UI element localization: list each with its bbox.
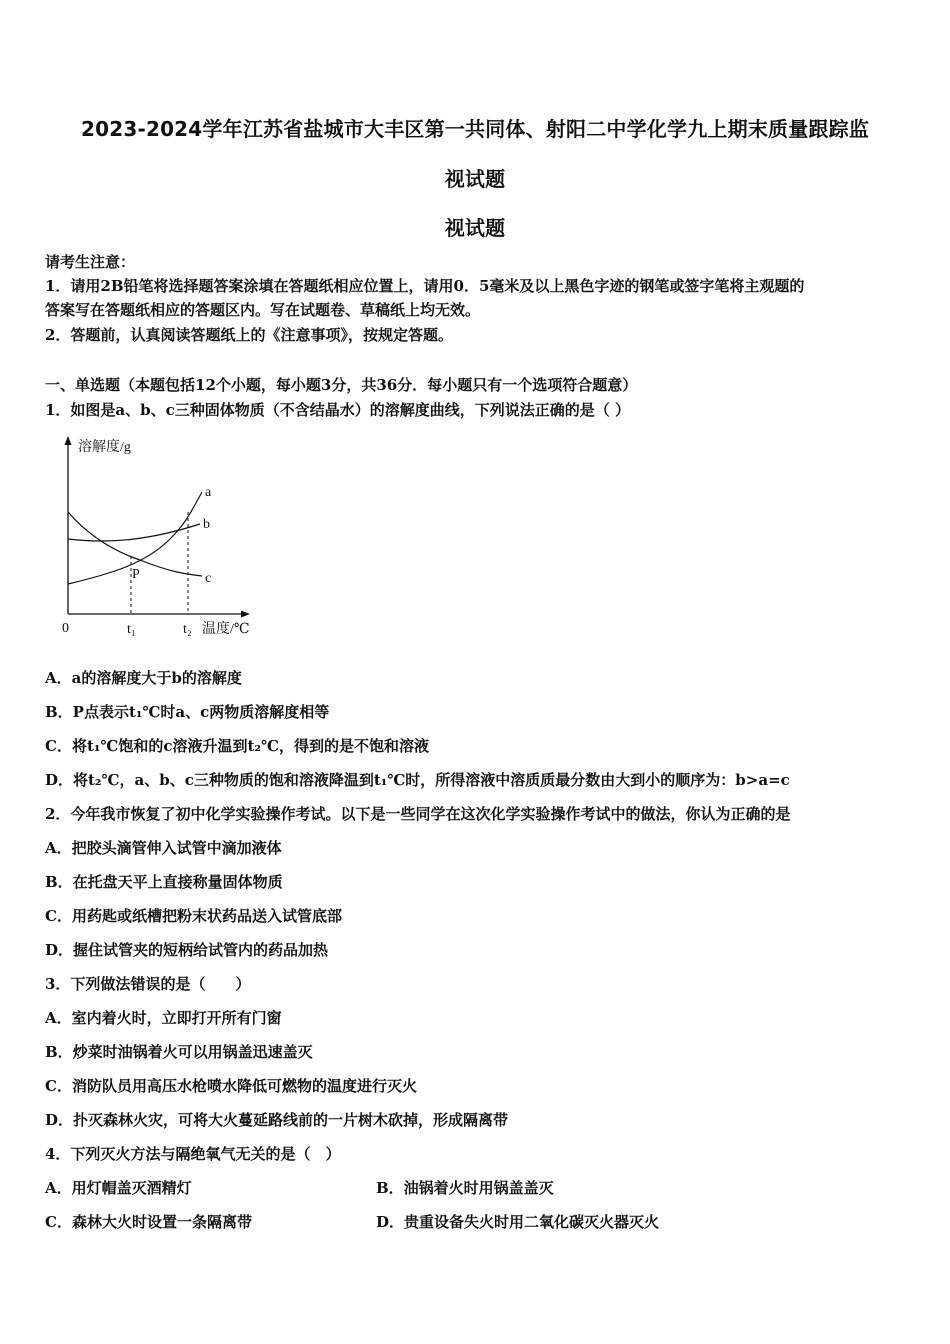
question-4-option-b: B．油锅着火时用锅盖盖灭 [376,1179,554,1197]
question-2-option-b: B．在托盘天平上直接称量固体物质 [45,873,283,891]
question-4-option-d: D．贵重设备失火时用二氧化碳灭火器灭火 [376,1213,660,1231]
question-1-option-d: D．将t₂℃，a、b、c三种物质的饱和溶液降温到t₁℃时，所得溶液中溶质质最分数由大到小的顺序为：b>a=c [45,771,790,789]
x-axis-arrow [241,611,250,618]
notice-item1-line2: 答案写在答题纸相应的答题区内。写在试题卷、草稿纸上均无效。 [45,301,481,319]
solubility-chart [50,432,270,642]
question-1-option-a: A．a的溶解度大于b的溶解度 [45,669,242,687]
origin-label: 0 [62,621,69,636]
chart-axes [65,436,251,618]
question-3-stem: 3．下列做法错误的是（ ） [45,975,251,993]
question-4-option-c: C．森林大火时设置一条隔离带 [45,1213,252,1231]
series-label-c: c [205,571,212,586]
question-3-option-c: C．消防队员用高压水枪喷水降低可燃物的温度进行灭火 [45,1077,417,1095]
question-1-option-b: B．P点表示t₁℃时a、c两物质溶解度相等 [45,703,330,721]
section-heading: 一、单选题（本题包括12个小题，每小题3分，共36分．每小题只有一个选项符合题意） [45,376,638,394]
notice-item2: 2．答题前，认真阅读答题纸上的《注意事项》，按规定答题。 [45,326,453,344]
question-2-option-d: D．握住试管夹的短柄给试管内的药品加热 [45,941,329,959]
curve-b [68,524,200,541]
notice-heading: 请考生注意： [45,253,136,271]
question-3-option-a: A．室内着火时，立即打开所有门窗 [45,1009,282,1027]
question-2-option-c: C．用药匙或纸槽把粉末状药品送入试管底部 [45,907,342,925]
x-tick-t1: t₁ [127,622,136,637]
question-1-option-c: C．将t₁℃饱和的c溶液升温到t₂℃，得到的是不饱和溶液 [45,737,430,755]
document-title-line2: 视试题 [444,167,506,191]
series-label-a: a [205,485,212,500]
question-1-stem: 1．如图是a、b、c三种固体物质（不含结晶水）的溶解度曲线，下列说法正确的是（ ） [45,401,631,419]
question-4-stem: 4．下列灭火方法与隔绝氧气无关的是（ ） [45,1145,341,1163]
question-2-option-a: A．把胶头滴管伸入试管中滴加液体 [45,839,282,857]
y-axis-label: 溶解度/g [78,440,131,455]
x-tick-t2: t₂ [183,622,192,637]
y-axis-arrow [65,436,72,445]
point-p-label: P [132,567,140,582]
document-title-line3: 视试题 [444,216,506,240]
series-label-b: b [203,517,210,532]
question-3-option-d: D．扑灭森林火灾，可将大火蔓延路线前的一片树木砍掉，形成隔离带 [45,1111,509,1129]
question-4-option-a: A．用灯帽盖灭酒精灯 [45,1179,192,1197]
x-axis-label: 温度/℃ [202,622,250,637]
notice-item1-line1: 1．请用2B铅笔将选择题答案涂填在答题纸相应位置上，请用0．5毫米及以上黑色字迹的钢笔或签字笔将主观题的 [45,277,805,295]
question-2-stem: 2．今年我市恢复了初中化学实验操作考试。以下是一些同学在这次化学实验操作考试中的做法，你认为正确的是 [45,805,791,823]
question-3-option-b: B．炒菜时油锅着火可以用锅盖迅速盖灭 [45,1043,313,1061]
document-title-line1: 2023-2024学年江苏省盐城市大丰区第一共同体、射阳二中学化学九上期末质量跟踪监 [80,117,870,141]
